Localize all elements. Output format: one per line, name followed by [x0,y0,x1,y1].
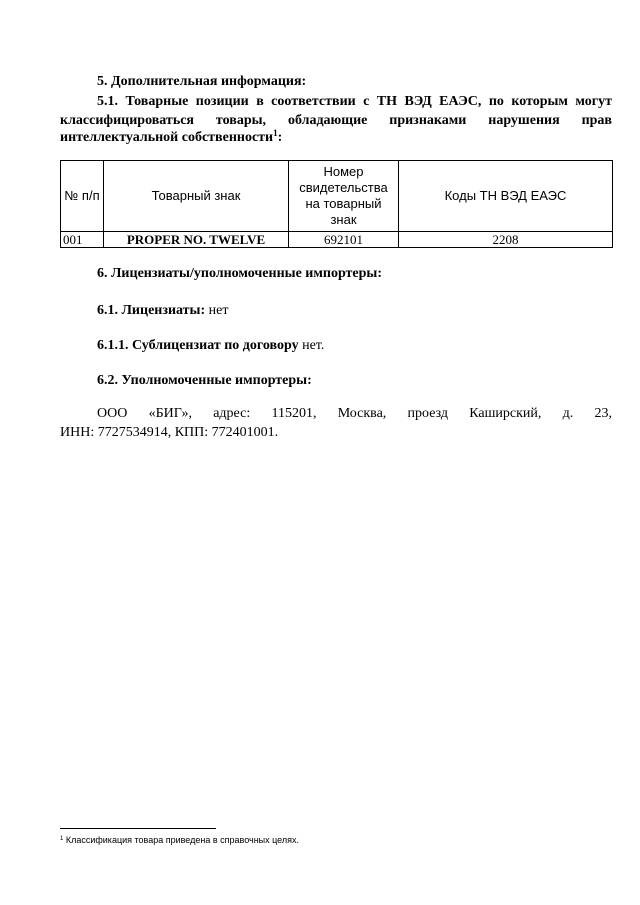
importer-line-2: ИНН: 7727534914, КПП: 772401001. [60,425,279,440]
table-header-row [61,161,613,232]
header-trademark: Товарный знак [104,161,289,232]
section-6-2-heading: 6.2. Уполномоченные импортеры: [97,373,312,388]
section-5-1-line-3 [60,128,612,147]
section-6-1 [97,302,228,320]
header-certificate: Номер свидетельства на товарный знак [289,161,399,232]
footnote-text: Классификация товара приведена в справочных целях. [63,835,300,845]
section-6-1-1-value: нет. [298,338,325,353]
cell-number: 001 [61,232,104,248]
header-number: № п/п [61,161,104,232]
cell-codes: 2208 [399,232,613,248]
tnved-table [60,160,613,248]
section-5-heading: 5. Дополнительная информация: [97,74,307,89]
section-6-1-label: 6.1. Лицензиаты: [97,303,206,318]
header-codes: Коды ТН ВЭД ЕАЭС [399,161,613,232]
cell-certificate: 692101 [289,232,399,248]
footnote-separator [60,828,216,829]
section-5-1-line-3-text: интеллектуальной собственности [60,130,274,145]
section-6-1-1 [97,337,324,355]
section-6-1-value: нет [205,303,229,318]
footnote-mark: 1 [60,836,64,842]
cell-trademark: PROPER NO. TWELVE [104,232,289,248]
footnote [60,834,299,846]
footnote-ref: 1 [273,128,278,138]
section-5-1-line-2: классифицироваться товары, обладающие признаками нарушения прав [60,113,612,128]
section-5-1-line-1: 5.1. Товарные позиции в соответствии с ТН ВЭД ЕАЭС, по которым могут [97,94,612,109]
table-row [61,232,613,248]
importer-line-1: ООО «БИГ», адрес: 115201, Москва, проезд Каширский, д. 23, [97,406,612,421]
section-6-1-1-label: 6.1.1. Сублицензиат по договору [97,338,299,353]
section-6-heading: 6. Лицензиаты/уполномоченные импортеры: [97,266,383,281]
section-5-1-colon: : [277,130,283,145]
